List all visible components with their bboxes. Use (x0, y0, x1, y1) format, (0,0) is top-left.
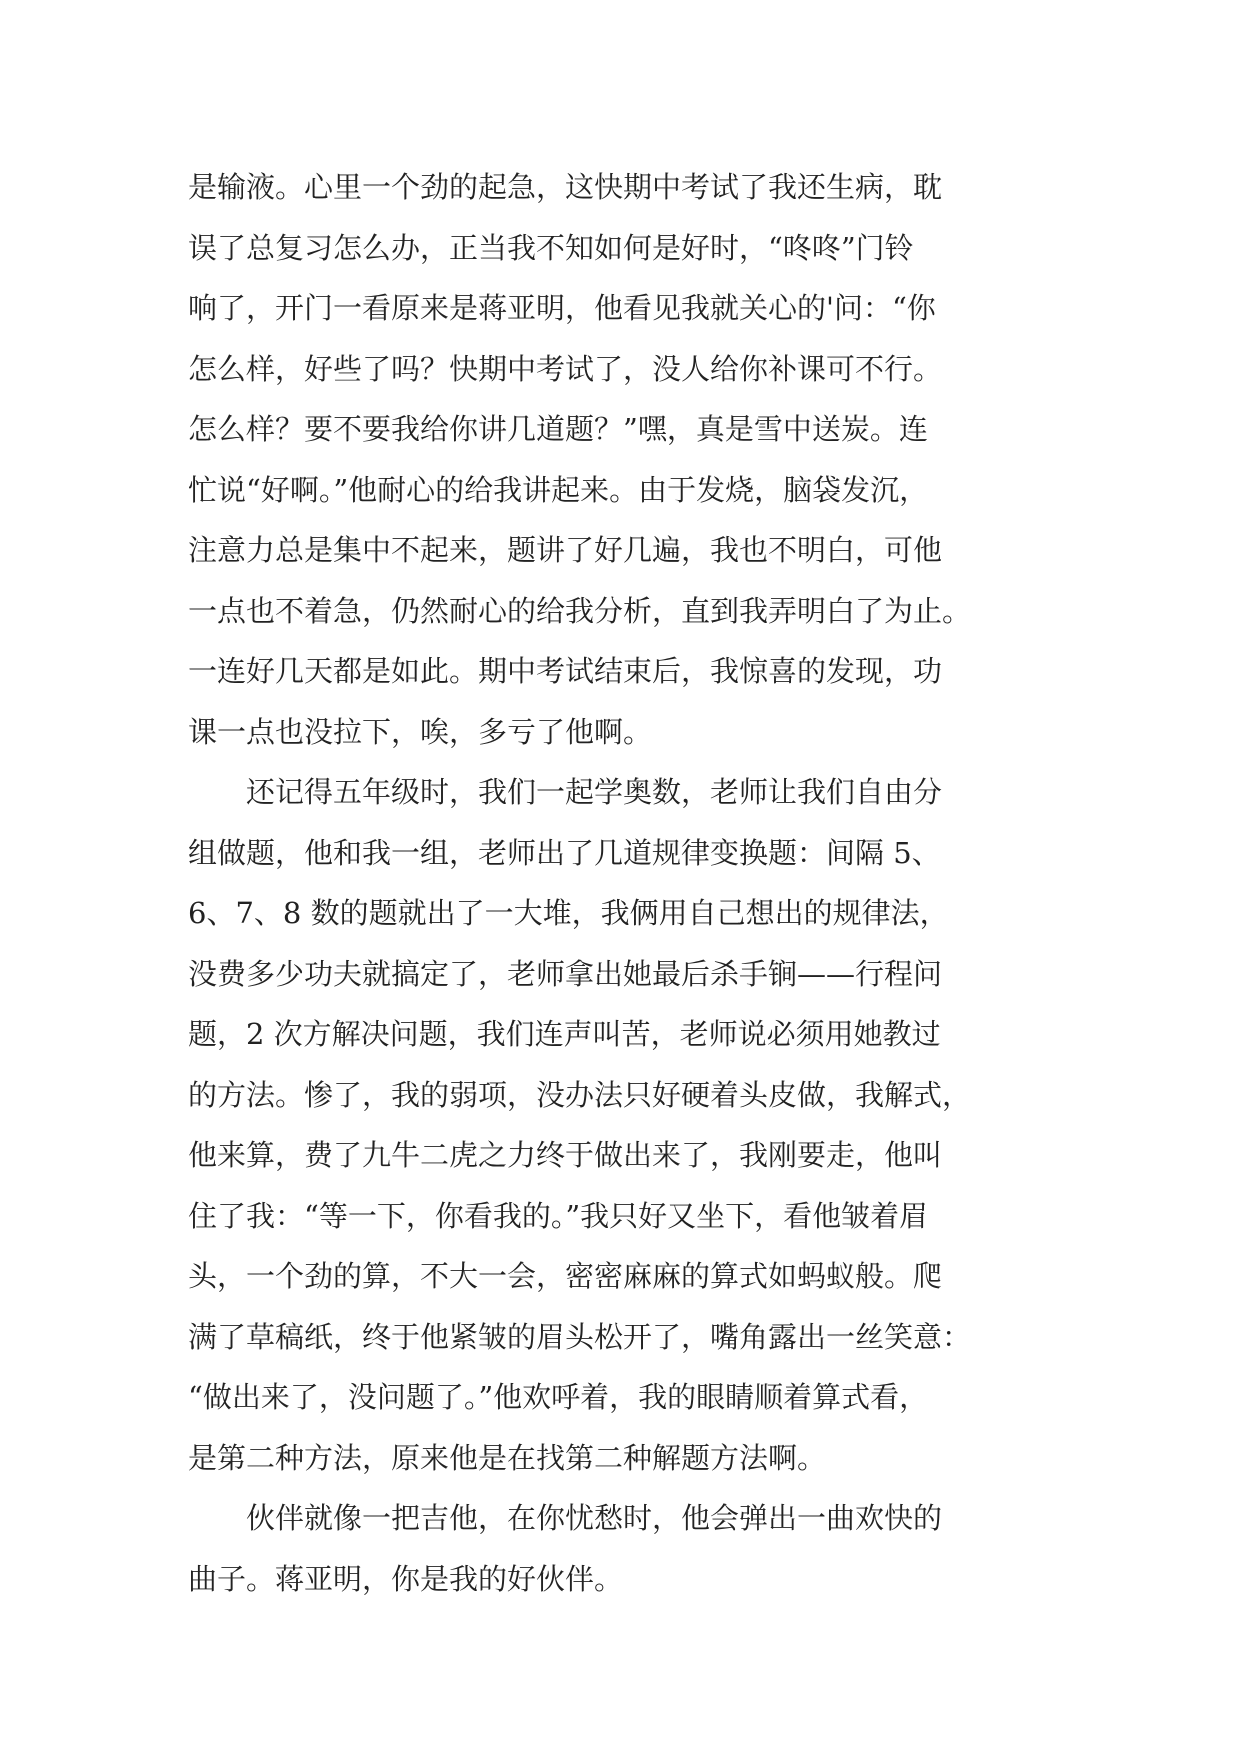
text-line: 6、7、8 数的题就出了一大堆，我俩用自己想出的规律法， (188, 896, 949, 930)
text-line: 一点也不着急，仍然耐心的给我分析，直到我弄明白了为止。 (188, 593, 972, 628)
text-line: 响了，开门一看原来是蒋亚明，他看见我就关心的'问：“你 (188, 291, 936, 325)
text-line: 没费多少功夫就搞定了，老师拿出她最后杀手锏——行程问 (188, 956, 943, 991)
text-line: 他来算，费了九牛二虎之力终于做出来了，我刚要走，他叫 (188, 1138, 943, 1172)
body-text (188, 157, 1058, 1609)
text-line: 还记得五年级时，我们一起学奥数，老师让我们自由分 (188, 775, 943, 809)
text-line: 误了总复习怎么办，正当我不知如何是好时，“咚咚”门铃 (188, 230, 914, 265)
text-line: 是第二种方法，原来他是在找第二种解题方法啊。 (188, 1440, 827, 1475)
text-line: 忙说“好啊。”他耐心的给我讲起来。由于发烧，脑袋发沉， (188, 472, 929, 507)
text-line: 曲子。蒋亚明，你是我的好伙伴。 (188, 1561, 624, 1596)
text-line: 是输液。心里一个劲的起急，这快期中考试了我还生病，耽 (188, 170, 943, 204)
text-line: 一连好几天都是如此。期中考试结束后，我惊喜的发现，功 (188, 654, 943, 688)
text-line: 注意力总是集中不起来，题讲了好几遍，我也不明白，可他 (188, 533, 943, 567)
paragraph-1 (188, 157, 1058, 762)
text-line: 怎么样，好些了吗？快期中考试了，没人给你补课可不行。 (188, 351, 943, 386)
text-line: 伙伴就像一把吉他，在你忧愁时，他会弹出一曲欢快的 (188, 1501, 943, 1535)
text-line: 组做题，他和我一组，老师出了几道规律变换题：间隔 5、 (188, 835, 941, 870)
text-line: 满了草稿纸，终于他紧皱的眉头松开了，嘴角露出一丝笑意： (188, 1319, 972, 1354)
text-line: “做出来了，没问题了。”他欢呼着，我的眼睛顺着算式看， (188, 1380, 929, 1414)
text-line: 住了我：“等一下，你看我的。”我只好又坐下，看他皱着眉 (188, 1198, 929, 1233)
text-line: 题，2 次方解决问题，我们连声叫苦，老师说必须用她教过 (188, 1017, 941, 1051)
paragraph-2 (188, 762, 1058, 1488)
text-line: 怎么样？要不要我给你讲几道题？”嘿，真是雪中送炭。连 (188, 412, 928, 446)
paragraph-3 (188, 1488, 1058, 1609)
text-line: 课一点也没拉下，唉，多亏了他啊。 (188, 714, 653, 749)
text-line: 头，一个劲的算，不大一会，密密麻麻的算式如蚂蚁般。爬 (188, 1259, 943, 1293)
text-line: 的方法。惨了，我的弱项，没办法只好硬着头皮做，我解式， (188, 1077, 972, 1112)
